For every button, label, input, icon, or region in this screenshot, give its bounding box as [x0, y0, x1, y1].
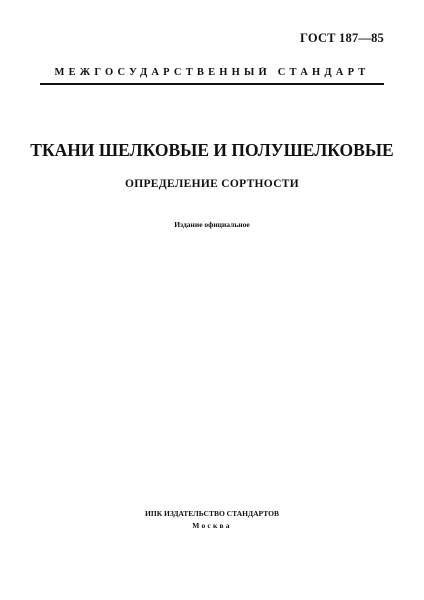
header-divider	[40, 83, 384, 85]
publisher-city: Москва	[192, 521, 232, 530]
document-subtitle: ОПРЕДЕЛЕНИЕ СОРТНОСТИ	[124, 178, 300, 190]
standard-type-heading: МЕЖГОСУДАРСТВЕННЫЙ СТАНДАРТ	[54, 67, 370, 78]
document-title: ТКАНИ ШЕЛКОВЫЕ И ПОЛУШЕЛКОВЫЕ	[30, 140, 394, 160]
edition-note: Издание официальное	[174, 220, 250, 229]
publisher-name: ИПК ИЗДАТЕЛЬСТВО СТАНДАРТОВ	[145, 509, 279, 518]
document-code: ГОСТ 187—85	[300, 31, 384, 45]
